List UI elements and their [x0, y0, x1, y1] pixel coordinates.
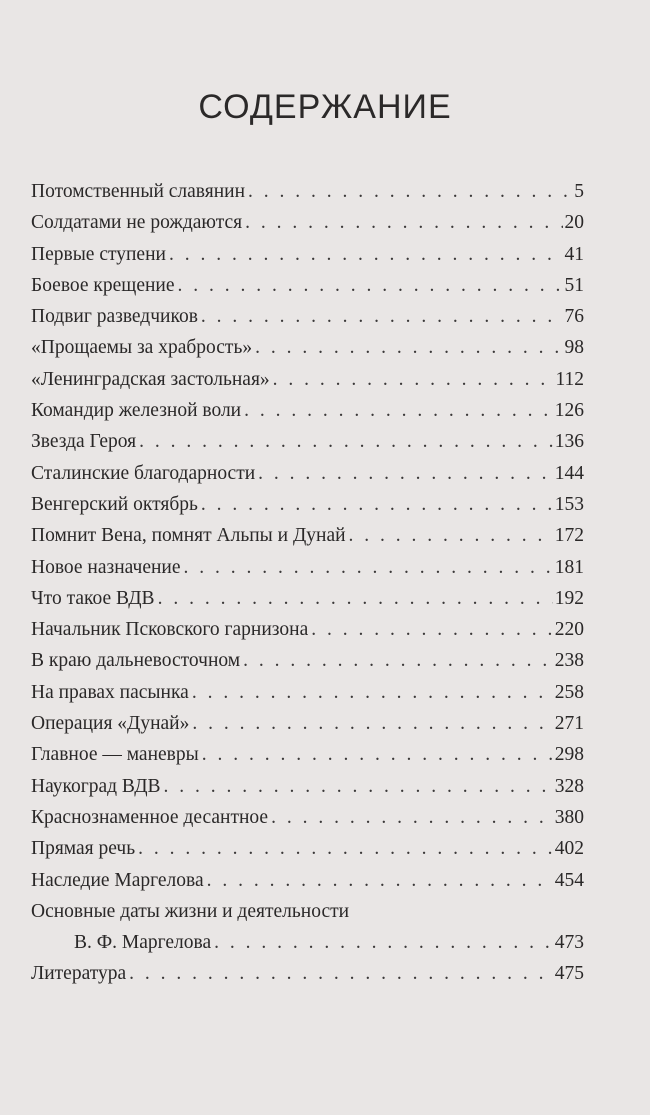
toc-entry-page: 98: [564, 337, 584, 359]
table-of-contents: [31, 176, 584, 990]
toc-entry[interactable]: [31, 802, 584, 833]
toc-entry-page: 126: [554, 400, 584, 422]
toc-entry-title: Боевое крещение: [31, 274, 175, 296]
page-title: СОДЕРЖАНИЕ: [198, 88, 452, 126]
toc-entry-page: 258: [554, 681, 584, 703]
dot-leader: [169, 239, 563, 270]
toc-entry-title: Первые ступени: [31, 243, 166, 265]
dot-leader: [244, 395, 553, 426]
toc-entry-page: 153: [554, 493, 584, 515]
dot-leader: [349, 520, 553, 551]
toc-entry[interactable]: [31, 176, 584, 207]
toc-entry-title: Наследие Маргелова: [31, 869, 204, 891]
toc-entry-title: Наукоград ВДВ: [31, 775, 161, 797]
toc-entry-title: «Ленинградская застольная»: [31, 368, 270, 390]
dot-leader: [214, 927, 553, 958]
toc-entry[interactable]: [31, 739, 584, 770]
dot-leader: [201, 489, 553, 520]
toc-entry-title: Подвиг разведчиков: [31, 306, 198, 328]
toc-entry-title: Литература: [31, 963, 127, 985]
toc-entry[interactable]: [31, 395, 584, 426]
toc-entry-page: 181: [554, 556, 584, 578]
dot-leader: [201, 301, 563, 332]
dot-leader: [158, 583, 553, 614]
toc-entry[interactable]: [31, 552, 584, 583]
toc-entry-page: 51: [564, 274, 584, 296]
toc-entry-page: 20: [564, 212, 584, 234]
toc-entry-title: Командир железной воли: [31, 400, 242, 422]
toc-entry[interactable]: [31, 833, 584, 864]
dot-leader: [184, 552, 553, 583]
dot-leader: [138, 833, 553, 864]
dot-leader: [139, 426, 553, 457]
dot-leader: [129, 958, 553, 989]
toc-entry-page: 41: [564, 243, 584, 265]
toc-entry-title: Солдатами не рождаются: [31, 212, 243, 234]
dot-leader: [164, 771, 553, 802]
toc-entry[interactable]: [31, 958, 584, 989]
toc-entry-title: Начальник Псковского гарнизона: [31, 619, 309, 641]
toc-entry-page: 473: [554, 932, 584, 954]
toc-entry[interactable]: [31, 865, 584, 896]
toc-entry-page: 328: [554, 775, 584, 797]
toc-entry-page: 454: [554, 869, 584, 891]
toc-entry-title: Краснознаменное десантное: [31, 806, 269, 828]
toc-entry-multiline[interactable]: [31, 896, 584, 959]
toc-entry[interactable]: [31, 239, 584, 270]
toc-entry-page: 271: [554, 713, 584, 735]
toc-entry-page: 136: [554, 431, 584, 453]
toc-entry-title: Новое назначение: [31, 556, 181, 578]
toc-entry-title: На правах пасынка: [31, 681, 189, 703]
toc-entry[interactable]: [31, 708, 584, 739]
dot-leader: [178, 270, 563, 301]
dot-leader: [311, 614, 553, 645]
toc-entry-page: 76: [564, 306, 584, 328]
dot-leader: [255, 332, 562, 363]
dot-leader: [258, 458, 553, 489]
toc-entry-page: 220: [554, 619, 584, 641]
toc-entry-page: 192: [554, 587, 584, 609]
toc-entry-page: 402: [554, 838, 584, 860]
toc-entry-page: 298: [554, 744, 584, 766]
dot-leader: [245, 207, 562, 238]
toc-entry[interactable]: [31, 301, 584, 332]
toc-entry[interactable]: [31, 207, 584, 238]
toc-entry[interactable]: [31, 614, 584, 645]
toc-entry-title: Помнит Вена, помнят Альпы и Дунай: [31, 525, 346, 547]
toc-entry[interactable]: [31, 645, 584, 676]
dot-leader: [202, 739, 553, 770]
toc-entry[interactable]: [31, 520, 584, 551]
dot-leader: [248, 176, 572, 207]
toc-entry[interactable]: [31, 677, 584, 708]
toc-entry[interactable]: [31, 270, 584, 301]
dot-leader: [271, 802, 553, 833]
toc-entry-title: Звезда Героя: [31, 431, 137, 453]
toc-entry-title-line1: Основные даты жизни и деятельности: [31, 900, 350, 922]
toc-entry[interactable]: [31, 364, 584, 395]
toc-entry-page: 380: [554, 806, 584, 828]
toc-entry-title: Потомственный славянин: [31, 181, 246, 202]
toc-entry-title: «Прощаемы за храбрость»: [31, 337, 253, 359]
toc-entry[interactable]: [31, 332, 584, 363]
toc-entry[interactable]: [31, 458, 584, 489]
dot-leader: [192, 677, 553, 708]
toc-entry-title: Главное — маневры: [31, 744, 199, 766]
toc-entry-title: Что такое ВДВ: [31, 587, 155, 609]
toc-entry-page: 238: [554, 650, 584, 672]
toc-entry-title: В краю дальневосточном: [31, 650, 241, 672]
dot-leader: [243, 645, 553, 676]
toc-entry-title-line2: В. Ф. Маргелова: [74, 932, 212, 954]
toc-entry[interactable]: [31, 583, 584, 614]
toc-entry[interactable]: [31, 771, 584, 802]
toc-entry-title: Прямая речь: [31, 838, 136, 860]
toc-entry-page: 5: [574, 181, 584, 202]
toc-entry[interactable]: [31, 426, 584, 457]
toc-entry-page: 172: [554, 525, 584, 547]
dot-leader: [207, 865, 553, 896]
toc-entry-page: 112: [555, 368, 584, 390]
toc-entry[interactable]: [31, 489, 584, 520]
toc-entry-title: Сталинские благодарности: [31, 462, 256, 484]
toc-entry-page: 144: [554, 462, 584, 484]
dot-leader: [192, 708, 552, 739]
dot-leader: [273, 364, 554, 395]
toc-entry-page: 475: [554, 963, 584, 985]
toc-entry-title: Венгерский октябрь: [31, 493, 198, 515]
toc-entry-title: Операция «Дунай»: [31, 713, 190, 735]
